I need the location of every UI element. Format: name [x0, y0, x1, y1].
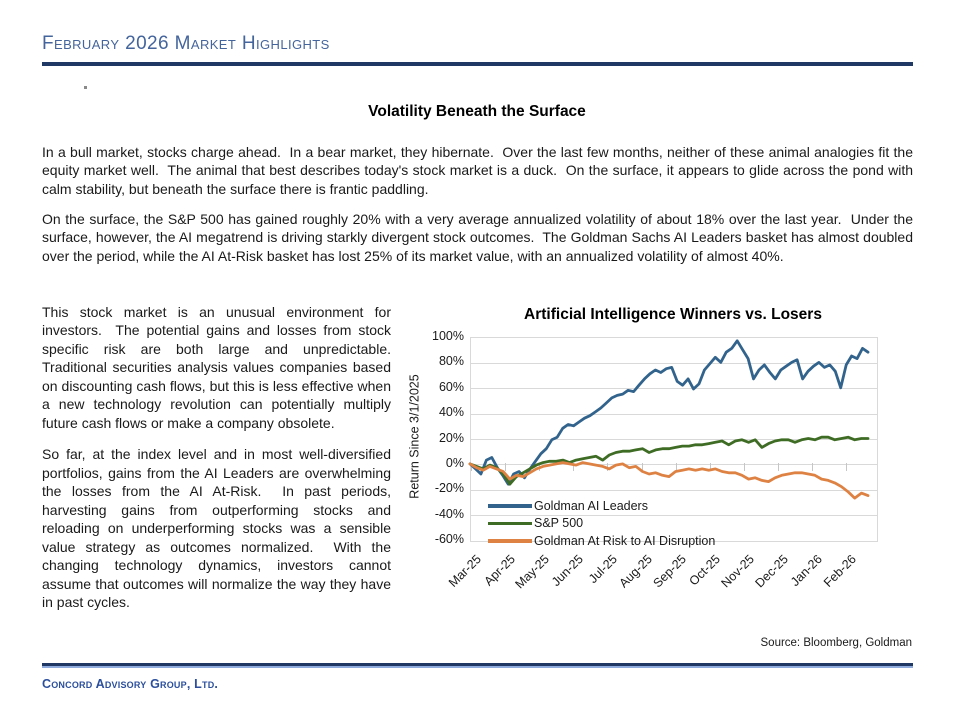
page-header-title: February 2026 Market Highlights [42, 33, 330, 54]
footer-rule-accent [42, 666, 913, 668]
y-tick-label: 80% [438, 354, 464, 369]
footer-company-name: Concord Advisory Group, Ltd. [42, 677, 219, 691]
legend-label: Goldman At Risk to AI Disruption [534, 533, 716, 548]
paragraph-under-surface: On the surface, the S&P 500 has gained roughly 20% with a very average annualized volatility of about 18% over the last year. Under the surface, however, the AI megatrend is driving starkly divergent stock outcomes. The Goldman Sachs AI Leaders basket has almost doubled over the period, while the AI At-Risk basket has lost 25% of its market value, with an annualized volatility of almost 40%. [42, 211, 917, 264]
legend-label: Goldman AI Leaders [534, 498, 648, 513]
x-tick-label: Feb-26 [821, 552, 860, 590]
source-note: Source: Bloomberg, Goldman [760, 637, 912, 649]
header-rule [42, 62, 913, 66]
x-tick-label: May-25 [512, 552, 553, 592]
x-tick-label: Apr-25 [481, 552, 519, 589]
series-line-goldman-ai-leaders [470, 341, 868, 484]
paragraph-unusual-environment: This stock market is an unusual environment for investors. The potential gains and losses from stock specific risk are both large and unpredictable. Traditional securities analysis values companies based on discounting cash flows, but this is less effective when a new technology revolution can potentially multiply future cash flows or make a company obsolete. [42, 304, 399, 431]
x-tick-label: Sep-25 [650, 552, 689, 591]
legend-label: S&P 500 [534, 516, 584, 531]
chart-title: Artificial Intelligence Winners vs. Losers [524, 306, 822, 323]
article-title: Volatility Beneath the Surface [368, 103, 586, 120]
paragraph-index-level: So far, at the index level and in most well-diversified portfolios, gains from the AI Leaders are overwhelming the losses from the AI At-Risk. In past periods, harvesting gains from outperforming stocks and reloading on underperforming stocks was a sensible value strategy as outcomes normalized. With the changing technology dynamics, investors cannot assume that outcomes will normalize the way they have in past cycles. [42, 446, 395, 611]
x-tick-label: Nov-25 [718, 552, 757, 591]
x-tick-label: Dec-25 [752, 552, 791, 591]
y-tick-label: -20% [434, 481, 464, 496]
left-column [42, 303, 399, 625]
stray-dot [84, 86, 87, 89]
x-tick-label: Mar-25 [446, 552, 484, 590]
x-tick-label: Oct-25 [686, 552, 723, 589]
ai-winners-losers-chart [400, 300, 954, 640]
y-tick-label: 0% [445, 455, 464, 470]
y-tick-label: -40% [434, 506, 464, 521]
x-tick-label: Jan-26 [788, 552, 826, 589]
y-tick-label: 40% [438, 405, 464, 420]
series-lines [470, 337, 876, 540]
y-tick-label: 100% [432, 329, 464, 343]
y-tick-label: 60% [438, 379, 464, 394]
y-axis-title: Return Since 3/1/2025 [407, 374, 422, 499]
y-tick-label: 20% [438, 430, 464, 445]
x-tick-label: Aug-25 [616, 552, 655, 591]
x-tick-label: Jun-25 [549, 552, 587, 589]
paragraph-duck-analogy: In a bull market, stocks charge ahead. In a bear market, they hibernate. Over the last few months, neither of these animal analogies fit the equity market well. The animal that best describes today's stock market is a duck. On the surface, it appears to glide across the pond with calm stability, but beneath the surface there is frantic paddling. [42, 144, 917, 197]
x-tick-label: Jul-25 [586, 552, 621, 586]
y-tick-label: -60% [434, 532, 464, 546]
